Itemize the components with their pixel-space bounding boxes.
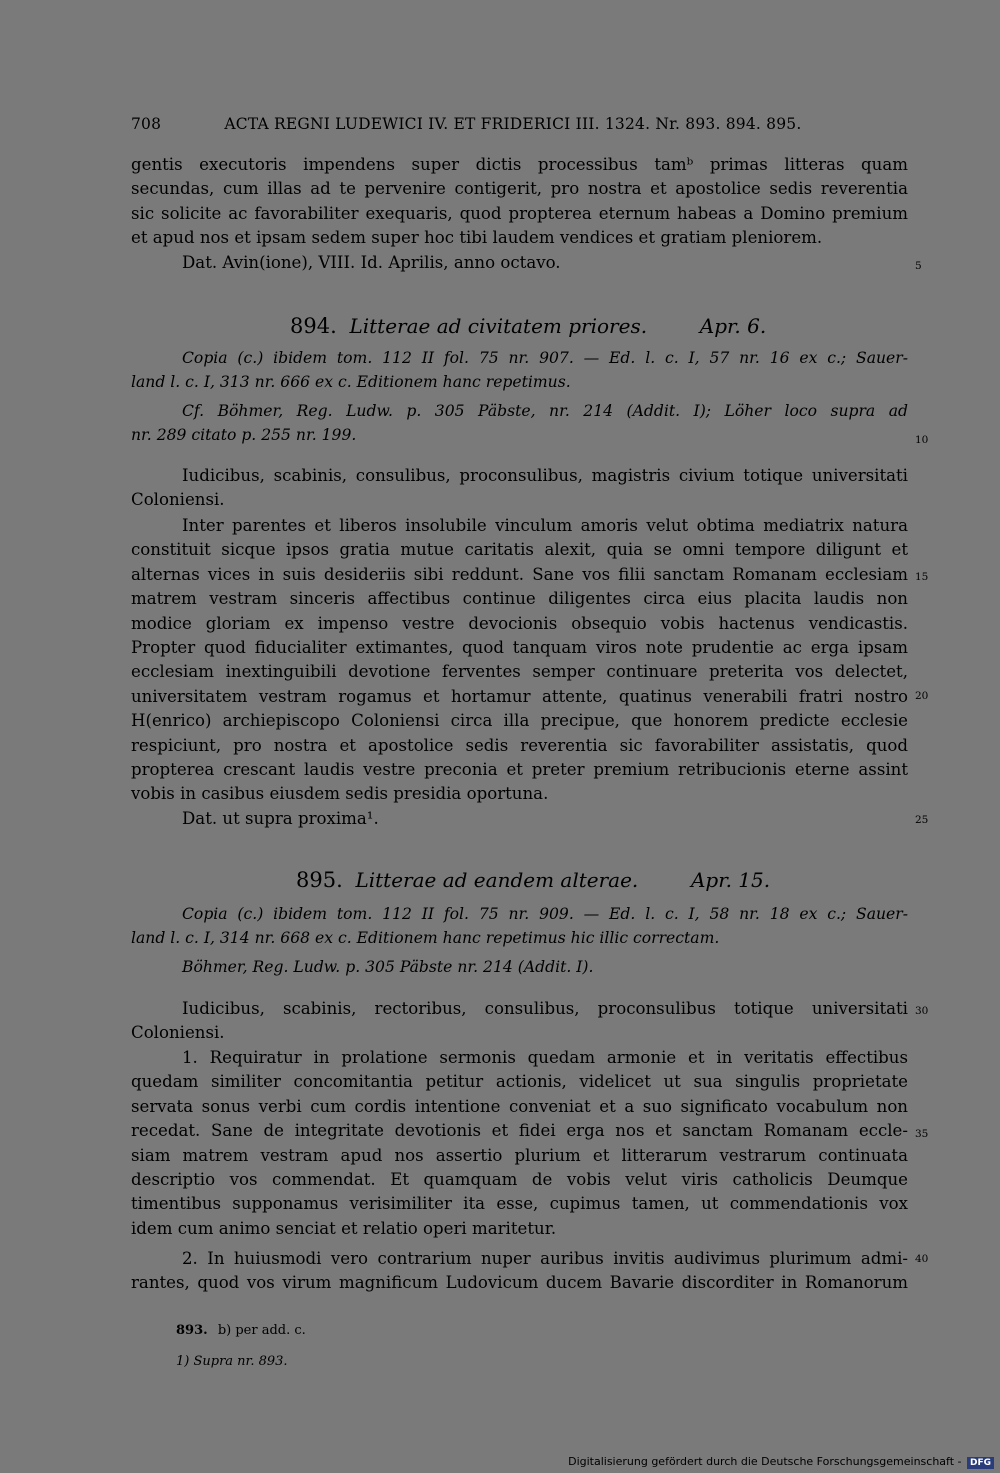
doc-number: 895. — [296, 868, 343, 892]
line-number: 10 — [915, 434, 929, 446]
page-number: 708 — [131, 115, 162, 133]
source-line: land l. c. I, 313 nr. 666 ex c. Editionem hanc repetimus. — [131, 373, 571, 392]
running-title: ACTA REGNI LUDEWICI IV. ET FRIDERICI III. 1324. Nr. 893. 894. 895. — [224, 115, 802, 133]
doc895-para1 — [131, 1046, 908, 1241]
doc-date: Apr. 15. — [690, 868, 771, 892]
doc894-address — [131, 464, 908, 513]
digitization-credit — [568, 1455, 994, 1469]
text-line: ecclesiam inextinguibili devotione ferventes semper continuare preterita vos delectet, — [131, 662, 908, 682]
doc-title: Litterae ad civitatem priores. — [349, 314, 648, 338]
dating-clause: Dat. ut supra proxima¹. — [182, 808, 379, 828]
text-line: sic solicite ac favorabiliter exequaris, quod propterea eternum habeas a Domino premium — [131, 203, 908, 223]
address-line: Iudicibus, scabinis, rectoribus, consulibus, proconsulibus totique universitati — [182, 999, 908, 1018]
source-line: Böhmer, Reg. Ludw. p. 305 Päbste nr. 214 (Addit. I). — [182, 957, 594, 976]
line-number: 40 — [915, 1253, 929, 1265]
address-line: Coloniensi. — [131, 1023, 225, 1043]
doc-date: Apr. 6. — [699, 314, 767, 338]
doc894-heading — [290, 314, 766, 338]
line-number: 35 — [915, 1128, 929, 1140]
footnote-text: b) per add. c. — [217, 1323, 306, 1338]
text-line: 2. In huiusmodi vero contrarium nuper auribus invitis audivimus plurimum admi- — [182, 1249, 908, 1268]
text-line: servata sonus verbi cum cordis intentione conveniat et a suo significato vocabulum non — [131, 1096, 908, 1116]
text-line: vobis in casibus eiusdem sedis presidia oportuna. — [131, 784, 549, 804]
source-line: Copia (c.) ibidem tom. 112 II fol. 75 nr. 907. — Ed. l. c. I, 57 nr. 16 ex c.; Sauer- — [182, 349, 908, 367]
text-line: 1. Requiratur in prolatione sermonis quedam armonie et in veritatis effectibus — [182, 1048, 908, 1067]
text-line: constituit sicque ipsos gratia mutue caritatis alexit, quia se omni tempore diligunt et — [131, 540, 908, 560]
text-line: matrem vestram sinceris affectibus continue diligentes circa eius placita laudis non — [131, 589, 908, 609]
doc895-address — [131, 997, 908, 1046]
doc895-para2 — [131, 1247, 908, 1296]
text-line: descriptio vos commendat. Et quamquam de vobis velut viris catholicis Deumque — [131, 1170, 908, 1190]
source-line: Cf. Böhmer, Reg. Ludw. p. 305 Päbste, nr. 214 (Addit. I); Löher loco supra ad — [182, 401, 908, 420]
doc895-heading — [296, 868, 770, 892]
text-line: modice gloriam ex impenso vestre devocionis obsequio vobis hactenus vendicastis. — [131, 613, 908, 633]
dfg-logo: DFG — [967, 1457, 994, 1469]
doc-number: 894. — [290, 314, 337, 338]
text-line: gentis executoris impendens super dictis processibus tamᵇ primas litteras quam — [131, 155, 908, 174]
text-line: quedam similiter concomitantia petitur actionis, videlicet ut sua singulis proprietate — [131, 1072, 908, 1092]
text-line: rantes, quod vos virum magnificum Ludovicum ducem Bavarie discorditer in Romanorum — [131, 1273, 908, 1293]
credit-text: Digitalisierung gefördert durch die Deutsche Forschungsgemeinschaft - — [568, 1455, 962, 1468]
text-line: siam matrem vestram apud nos assertio plurium et litterarum vestrarum continuata — [131, 1145, 908, 1165]
source-line: Copia (c.) ibidem tom. 112 II fol. 75 nr. 909. — Ed. l. c. I, 58 nr. 18 ex c.; Sauer- — [182, 905, 908, 923]
text-line: respiciunt, pro nostra et apostolice sedis reverentia sic favorabiliter assistatis, quod — [131, 735, 908, 755]
text-line: Inter parentes et liberos insolubile vinculum amoris velut obtima mediatrix natura — [182, 516, 908, 535]
doc895-sources — [131, 902, 908, 979]
footnote-1: 1) Supra nr. 893. — [176, 1354, 288, 1369]
text-line: H(enrico) archiepiscopo Coloniensi circa illa precipue, que honorem predicte ecclesie — [131, 711, 908, 731]
line-number: 25 — [915, 814, 929, 826]
running-header — [131, 115, 831, 133]
footnote-893 — [176, 1323, 306, 1338]
line-number: 20 — [915, 690, 929, 702]
text-line: secundas, cum illas ad te pervenire contigerit, pro nostra et apostolice sedis reverentia — [131, 179, 908, 199]
source-line: land l. c. I, 314 nr. 668 ex c. Editionem hanc repetimus hic illic correctam. — [131, 929, 720, 948]
text-line: Propter quod fiducialiter extimantes, quod tanquam viros note prudentie ac erga ipsam — [131, 638, 908, 658]
doc894-body — [131, 514, 908, 831]
text-line: universitatem vestram rogamus et hortamur attente, quatinus venerabili fratri nostro — [131, 686, 908, 706]
address-line: Coloniensi. — [131, 490, 225, 510]
line-number: 5 — [915, 260, 922, 272]
text-line: timentibus supponamus verisimiliter ita esse, cupimus tamen, ut commendationis vox — [131, 1194, 908, 1214]
dating-clause: Dat. Avin(ione), VIII. Id. Aprilis, anno octavo. — [182, 252, 561, 272]
doc893-end-text — [131, 153, 908, 275]
address-line: Iudicibus, scabinis, consulibus, proconsulibus, magistris civium totique universitati — [182, 466, 908, 485]
doc-title: Litterae ad eandem alterae. — [355, 868, 639, 892]
text-line: et apud nos et ipsam sedem super hoc tibi laudem vendices et gratiam pleniorem. — [131, 228, 823, 248]
text-line: propterea crescant laudis vestre preconia et preter premium retribucionis eterne assint — [131, 760, 908, 780]
line-number: 15 — [915, 571, 929, 583]
doc894-sources — [131, 346, 908, 448]
line-number: 30 — [915, 1005, 929, 1017]
text-line: idem cum animo senciat et relatio operi maritetur. — [131, 1218, 557, 1238]
source-line: nr. 289 citato p. 255 nr. 199. — [131, 426, 357, 445]
footnote-ref: 893. — [176, 1323, 208, 1338]
text-line: alternas vices in suis desideriis sibi reddunt. Sane vos filii sanctam Romanam ecclesiam — [131, 564, 908, 584]
text-line: recedat. Sane de integritate devotionis et fidei erga nos et sanctam Romanam eccle- — [131, 1121, 908, 1141]
